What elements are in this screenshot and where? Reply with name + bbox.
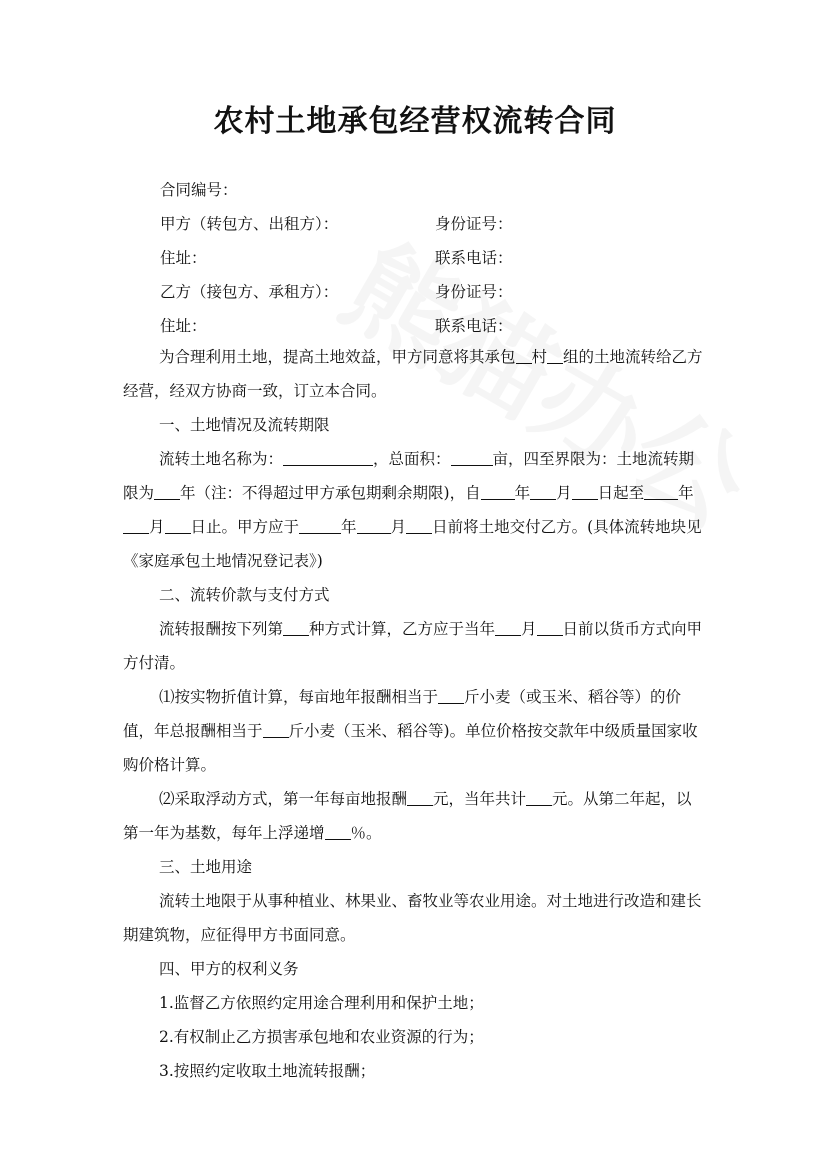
section-1-heading: 一、土地情况及流转期限: [159, 416, 330, 434]
section-3-heading: 三、土地用途: [159, 858, 253, 876]
party-b-id-label: 身份证号：: [435, 283, 513, 301]
section-4-item: 1.监督乙方依照约定用途合理利用和保护土地；: [159, 994, 484, 1012]
payment-method-1: ⑴按实物折值计算，每亩地年报酬相当于 斤小麦（或玉米、稻谷等）的价值，年总报酬相当于 斤小麦（玉米、稻谷等)。单位价格按交款年中级质量国家收购价格计算。: [123, 688, 698, 774]
party-a-address-label: 住址：: [160, 249, 207, 267]
section-3-paragraph: 流转土地限于从事种植业、林果业、畜牧业等农业用途。对土地进行改造和建长期建筑物，应征得甲方书面同意。: [123, 892, 702, 944]
section-4-item: 3.按照约定收取土地流转报酬；: [159, 1062, 376, 1080]
intro-paragraph: 为合理利用土地，提高土地效益，甲方同意将其承包 村 组的土地流转给乙方经营，经双方协商一致，订立本合同。: [123, 348, 703, 400]
contract-number-label: 合同编号：: [160, 181, 238, 199]
section-2-paragraph: 流转报酬按下列第 种方式计算，乙方应于当年 月 日前以货币方式向甲方付清。: [123, 620, 703, 672]
section-2-heading: 二、流转价款与支付方式: [159, 586, 330, 604]
document-title: 农村土地承包经营权流转合同: [213, 104, 617, 139]
party-b-phone-label: 联系电话：: [435, 317, 513, 335]
party-b-label: 乙方（接包方、承租方）：: [160, 283, 339, 301]
party-a-id-label: 身份证号：: [435, 215, 513, 233]
section-1-paragraph: 流转土地名称为： ，总面积： 亩，四至界限为：土地流转期限为 年（注：不得超过甲方承包期剩余期限)，自 年 月 日起至 年月 日止。甲方应于 年 月 日前将土地交付乙方。(具体流转地块见《家庭承包土地情况登记表》): [123, 450, 702, 570]
party-b-address-label: 住址：: [160, 317, 207, 335]
party-a-label: 甲方（转包方、出租方）：: [160, 215, 339, 233]
party-a-phone-label: 联系电话：: [435, 249, 513, 267]
section-4-heading: 四、甲方的权利义务: [159, 960, 299, 978]
payment-method-2: ⑵采取浮动方式，第一年每亩地报酬 元，当年共计 元。从第二年起，以第一年为基数，每年上浮递增 ％。: [123, 790, 692, 842]
section-4-item: 2.有权制止乙方损害承包地和农业资源的行为；: [159, 1028, 484, 1046]
